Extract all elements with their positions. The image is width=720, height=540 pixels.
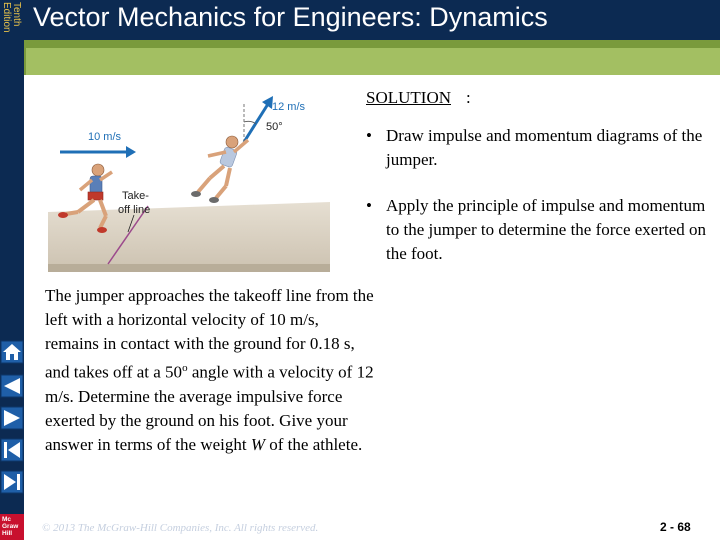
degree-symbol: o bbox=[182, 362, 188, 374]
weight-symbol: W bbox=[250, 434, 266, 454]
solution-colon: : bbox=[466, 88, 471, 107]
edition-label bbox=[0, 0, 24, 48]
header-accent-inner bbox=[26, 48, 720, 75]
first-slide-icon[interactable] bbox=[0, 438, 24, 462]
previous-slide-icon[interactable] bbox=[0, 374, 24, 398]
logo-line-2: Graw bbox=[2, 523, 19, 530]
last-slide-icon[interactable] bbox=[0, 470, 24, 494]
header-bar bbox=[24, 0, 720, 40]
logo-line-1: Mc bbox=[2, 516, 12, 523]
velocity-out-label: 12 m/s bbox=[272, 101, 306, 113]
next-slide-icon[interactable] bbox=[0, 406, 24, 430]
edition-line-2: Edition bbox=[1, 2, 12, 33]
angle-label: 50° bbox=[266, 121, 283, 133]
page-number: 2 - 68 bbox=[660, 520, 691, 534]
edition-line-1: Tenth bbox=[11, 2, 22, 27]
copyright-footer: © 2013 The McGraw-Hill Companies, Inc. All rights reserved. bbox=[42, 522, 319, 534]
ground-edge bbox=[48, 264, 330, 272]
velocity-out-arrow bbox=[244, 104, 268, 142]
mcgraw-hill-logo bbox=[0, 514, 24, 540]
ground-surface bbox=[48, 202, 330, 264]
problem-statement bbox=[45, 284, 375, 457]
home-icon[interactable] bbox=[0, 340, 24, 364]
solution-bullet-1 bbox=[366, 124, 712, 172]
bullet-dot: • bbox=[366, 126, 372, 145]
solution-bullet-2 bbox=[366, 194, 712, 266]
bullet-dot: • bbox=[366, 196, 372, 215]
bullet-text: Apply the principle of impulse and momentum to the jumper to determine the force exerted on the foot. bbox=[386, 196, 707, 263]
velocity-in-arrowhead bbox=[126, 146, 136, 158]
problem-text-2: angle with a velocity of 12 m/s. Determine the average impulsive force exerted by the ground on his foot. Give your answer in terms of the weight bbox=[45, 362, 374, 454]
runner-takeoff bbox=[191, 136, 248, 203]
solution-heading: SOLUTION bbox=[366, 88, 451, 107]
takeoff-label-2: off line bbox=[118, 204, 151, 216]
jumper-figure bbox=[48, 82, 330, 272]
logo-line-3: Hill bbox=[2, 530, 13, 537]
problem-text-1: The jumper approaches the takeoff line from the left with a horizontal velocity of 10 m/s, remains in contact with the ground for 0.18 s, and takes off at a 50 bbox=[45, 286, 374, 382]
page-title: Vector Mechanics for Engineers: Dynamics bbox=[33, 2, 548, 32]
takeoff-label-1: Take- bbox=[122, 190, 149, 202]
bullet-text: Draw impulse and momentum diagrams of the jumper. bbox=[386, 126, 703, 169]
problem-text-3: of the athlete. bbox=[265, 434, 363, 454]
velocity-in-label: 10 m/s bbox=[88, 131, 122, 143]
